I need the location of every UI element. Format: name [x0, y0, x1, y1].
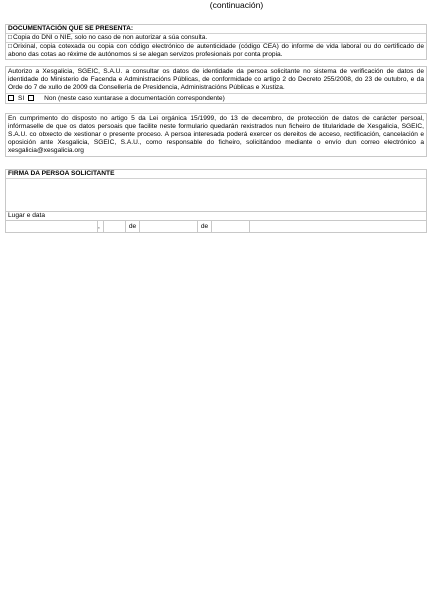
- no-checkbox[interactable]: [28, 95, 34, 101]
- de-label-2: de: [198, 221, 212, 232]
- privacy-text: En cumprimento do disposto no artigo 5 da Lei orgánica 15/1999, do 13 de decembro, de protección de datos de carácter persoal, infórmaselle de que os datos persoais que facilite neste formulario quedarán rexistrados nun ficheiro de titularidade de Xesgalicia, SGEIC, S.A.U. co obxecto de xestionar o presente proceso. A persoa interesada poderá exercer os dereitos de acceso, rectificación, cancelación e oposición ante Xesgalicia, SGEIC, S.A.U., como responsable do ficheiro, solicitándoo mediante o envío dun correo electrónico a xesgalicia@xesgalicia.org: [8, 115, 424, 154]
- yes-checkbox[interactable]: [8, 95, 14, 101]
- month-input[interactable]: [140, 221, 198, 232]
- doc-item-vida-laboral-text: Orixinal, copia cotexada ou copia con código electrónico de autenticidade (código CEA) do informe de vida laboral ou do certificado de abono das cotas ao réxime de autónomos si se alegan servizos profesionais por conta propia.: [8, 43, 424, 58]
- authorization-options: [6, 94, 426, 103]
- doc-item-dni: [6, 34, 426, 43]
- signature-field[interactable]: [6, 179, 426, 212]
- date-row-filler: [250, 221, 426, 232]
- day-input[interactable]: [104, 221, 126, 232]
- yes-label: SI: [18, 95, 25, 102]
- place-date-row: [6, 221, 426, 232]
- documentation-header: DOCUMENTACIÓN QUE SE PRESENTA:: [6, 25, 426, 34]
- documentation-section: [5, 24, 427, 60]
- de-label-1: de: [126, 221, 140, 232]
- continuation-heading: (continuación): [209, 0, 264, 10]
- authorization-section: [5, 66, 427, 104]
- doc-item-dni-text: Copia do DNI o NIE, solo no caso de non autorizar a súa consulta.: [13, 34, 208, 41]
- authorization-text: Autorizo a Xesgalicia, SGEIC, S.A.U. a consultar os datos de identidade da persoa solicitante no sistema de verificación de datos de identidade do Ministerio de Facenda e Administracións Públicas, de conformidade co artigo 2 do Decreto 255/2008, do 23 de outubro, e da Orde do 7 de xullo de 2009 da Consellería de Presidencia, Administracións Públicas e Xustiza.: [6, 67, 426, 94]
- signature-header: FIRMA DA PERSOA SOLICITANTE: [6, 170, 426, 179]
- signature-section: [5, 169, 427, 233]
- comma-separator: ,: [98, 221, 104, 232]
- no-label: Non (neste caso xuntarase a documentación correspondente): [44, 95, 225, 102]
- year-input[interactable]: [212, 221, 250, 232]
- checkbox-bullet-icon: □: [8, 34, 12, 41]
- place-date-label: Lugar e data: [6, 212, 426, 221]
- checkbox-bullet-icon: □: [8, 43, 12, 50]
- doc-item-vida-laboral: [6, 43, 426, 59]
- place-input[interactable]: [6, 221, 98, 232]
- privacy-section: [5, 113, 427, 157]
